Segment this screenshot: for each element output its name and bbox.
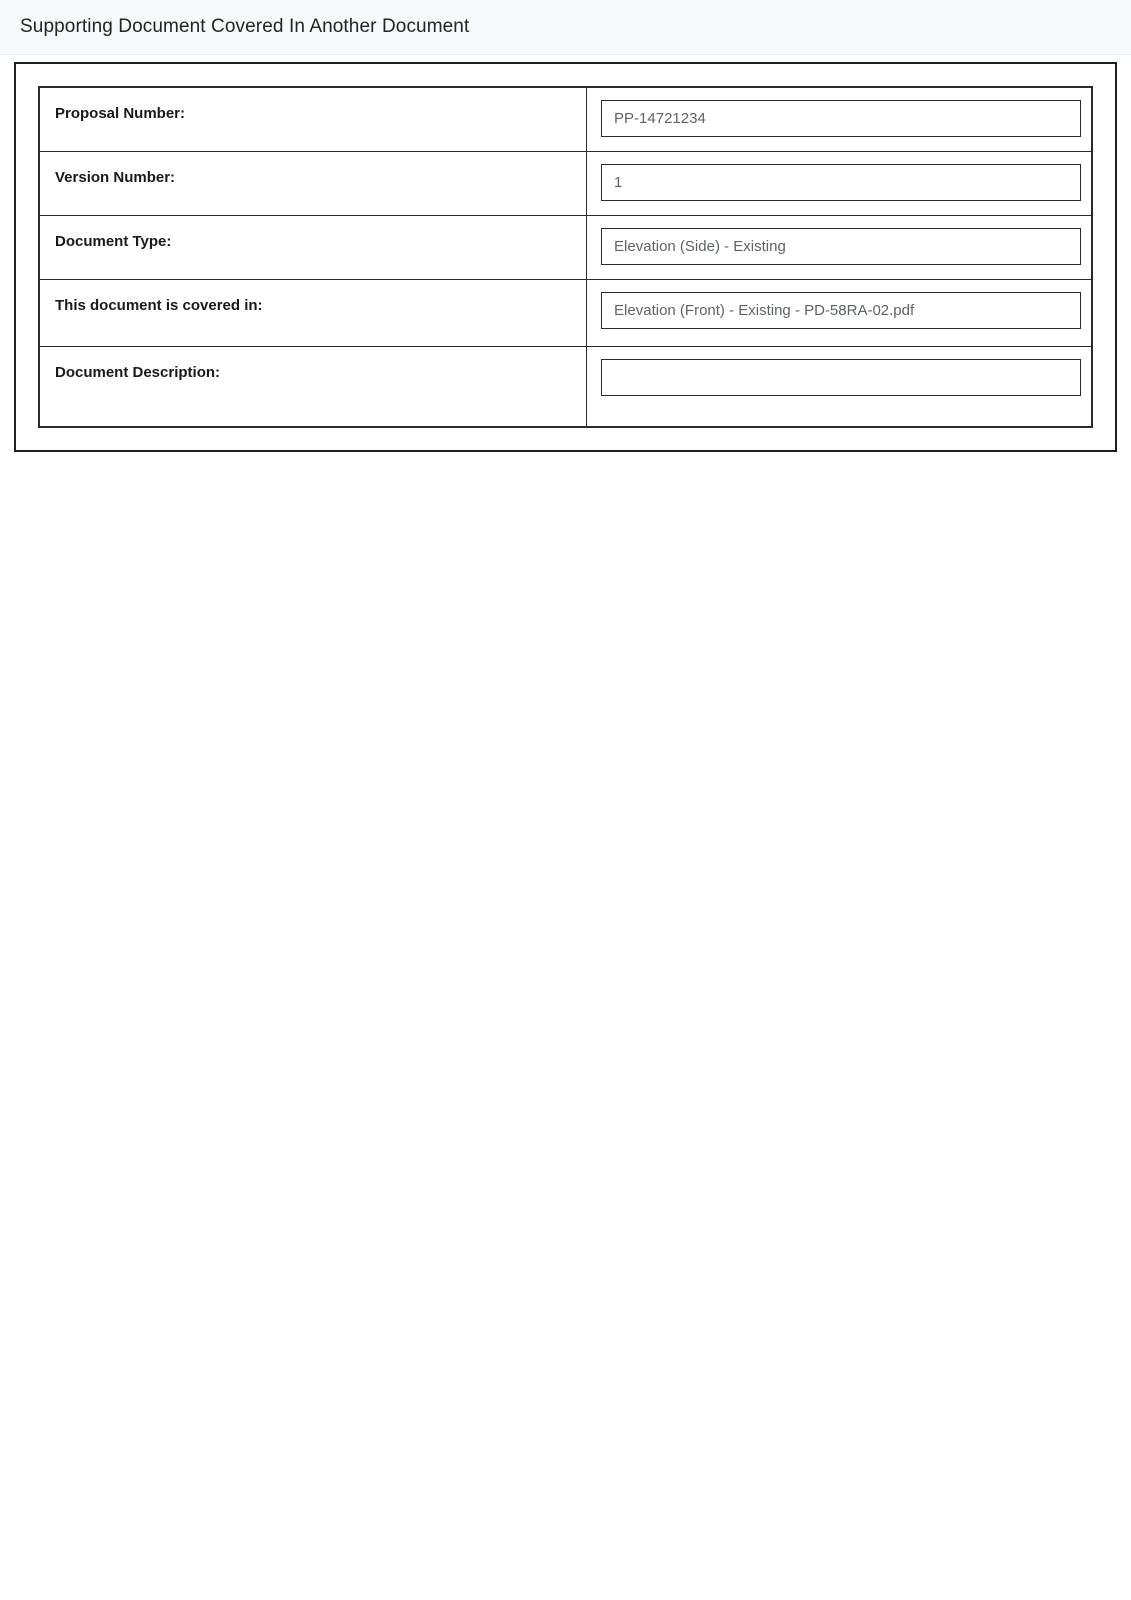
document-type-label: Document Type: [55, 232, 172, 250]
version-number-row [39, 151, 1092, 215]
document-description-label: Document Description: [55, 363, 221, 381]
proposal-number-label-cell [39, 87, 587, 151]
document-type-label-cell [39, 215, 587, 279]
document-details-table [38, 86, 1093, 428]
proposal-number-input[interactable] [601, 100, 1081, 137]
proposal-number-input-cell [587, 87, 1092, 151]
page-title: Supporting Document Covered In Another Document [20, 16, 470, 37]
document-type-row [39, 215, 1092, 279]
document-description-input-cell [587, 346, 1092, 427]
document-description-input[interactable] [601, 359, 1081, 396]
version-number-input-cell [587, 151, 1092, 215]
document-type-input[interactable] [601, 228, 1081, 265]
covered-in-input[interactable] [601, 292, 1081, 329]
version-number-label: Version Number: [55, 168, 176, 186]
form-frame [14, 62, 1117, 452]
document-description-row [39, 346, 1092, 427]
covered-in-input-cell [587, 279, 1092, 346]
covered-in-label-cell [39, 279, 587, 346]
document-description-label-cell [39, 346, 587, 427]
covered-in-row [39, 279, 1092, 346]
version-number-input[interactable] [601, 164, 1081, 201]
document-type-input-cell [587, 215, 1092, 279]
page-header [0, 0, 1131, 55]
proposal-number-label: Proposal Number: [55, 105, 186, 122]
covered-in-label: This document is covered in: [55, 296, 263, 314]
proposal-number-row [39, 87, 1092, 151]
version-number-label-cell [39, 151, 587, 215]
